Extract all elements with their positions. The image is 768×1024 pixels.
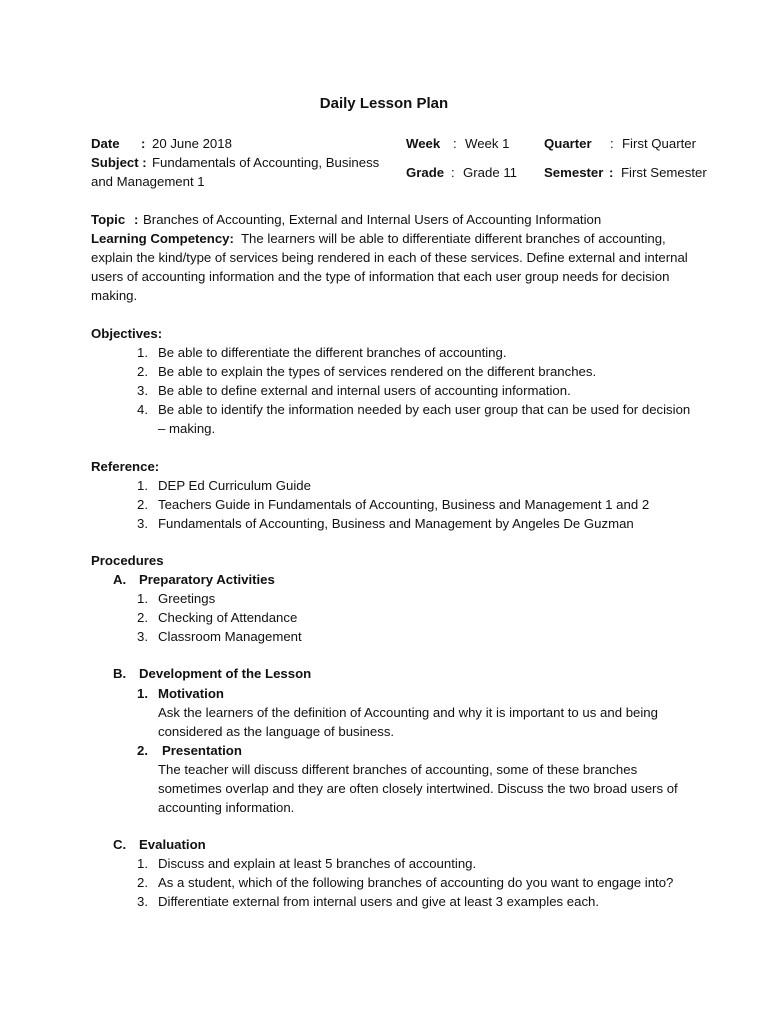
quarter-colon: : bbox=[610, 136, 614, 151]
procedures-heading: Procedures bbox=[91, 553, 164, 568]
grade-colon: : bbox=[451, 165, 455, 180]
reference-number: 3. bbox=[137, 516, 148, 531]
presentation-title: Presentation bbox=[162, 743, 242, 758]
activity-item: Greetings bbox=[158, 591, 216, 606]
section-b-title: Development of the Lesson bbox=[139, 666, 312, 681]
section-c-title: Evaluation bbox=[139, 837, 206, 852]
subject-value-line2: and Management 1 bbox=[91, 174, 205, 189]
semester-colon: : bbox=[609, 165, 614, 180]
objective-item-line1: Be able to identify the information needed by each user group that can be used for decision bbox=[158, 402, 691, 417]
evaluation-item: As a student, which of the following branches of accounting do you want to engage into? bbox=[158, 875, 674, 890]
motivation-number: 1. bbox=[137, 686, 148, 701]
objectives-heading: Objectives: bbox=[91, 326, 163, 341]
activity-number: 2. bbox=[137, 610, 148, 625]
activity-number: 1. bbox=[137, 591, 148, 606]
reference-heading: Reference: bbox=[91, 459, 160, 474]
grade-value: Grade 11 bbox=[463, 165, 518, 180]
competency-line1: The learners will be able to differentiate different branches of accounting, bbox=[241, 231, 666, 246]
reference-item: DEP Ed Curriculum Guide bbox=[158, 478, 311, 493]
week-label: Week bbox=[406, 136, 441, 151]
evaluation-item: Discuss and explain at least 5 branches of accounting. bbox=[158, 856, 477, 871]
evaluation-number: 1. bbox=[137, 856, 148, 871]
presentation-line2: sometimes overlap and they are often closely intertwined. Discuss the two broad users of bbox=[158, 781, 678, 796]
competency-line3: users of accounting information and the type of information that each user group needs for decision bbox=[91, 269, 670, 284]
competency-line4: making. bbox=[91, 288, 138, 303]
subject-label: Subject : bbox=[91, 155, 147, 170]
grade-label: Grade bbox=[406, 165, 445, 180]
objective-item-line2: – making. bbox=[158, 421, 216, 436]
reference-item: Fundamentals of Accounting, Business and Management by Angeles De Guzman bbox=[158, 516, 634, 531]
objective-item: Be able to differentiate the different branches of accounting. bbox=[158, 345, 507, 360]
reference-number: 2. bbox=[137, 497, 148, 512]
semester-value: First Semester bbox=[621, 165, 707, 180]
objective-number: 4. bbox=[137, 402, 148, 417]
quarter-label: Quarter bbox=[544, 136, 592, 151]
objective-number: 1. bbox=[137, 345, 148, 360]
motivation-line2: considered as the language of business. bbox=[158, 724, 395, 739]
evaluation-item: Differentiate external from internal users and give at least 3 examples each. bbox=[158, 894, 600, 909]
evaluation-number: 3. bbox=[137, 894, 148, 909]
semester-label: Semester bbox=[544, 165, 604, 180]
presentation-line1: The teacher will discuss different branches of accounting, some of these branches bbox=[158, 762, 638, 777]
date-colon: : bbox=[141, 136, 146, 151]
activity-number: 3. bbox=[137, 629, 148, 644]
activity-item: Classroom Management bbox=[158, 629, 302, 644]
competency-line2: explain the kind/type of services being rendered in each of these services. Define external and internal bbox=[91, 250, 688, 265]
objective-number: 3. bbox=[137, 383, 148, 398]
topic-colon: : bbox=[134, 212, 139, 227]
document-title: Daily Lesson Plan bbox=[319, 95, 449, 112]
section-a-title: Preparatory Activities bbox=[139, 572, 275, 587]
motivation-title: Motivation bbox=[158, 686, 224, 701]
reference-item: Teachers Guide in Fundamentals of Accounting, Business and Management 1 and 2 bbox=[158, 497, 650, 512]
week-value: Week 1 bbox=[465, 136, 510, 151]
evaluation-number: 2. bbox=[137, 875, 148, 890]
date-label: Date bbox=[91, 136, 120, 151]
objective-item: Be able to define external and internal users of accounting information. bbox=[158, 383, 571, 398]
objective-number: 2. bbox=[137, 364, 148, 379]
presentation-number: 2. bbox=[137, 743, 148, 758]
section-c-letter: C. bbox=[113, 837, 127, 852]
subject-value-line1: Fundamentals of Accounting, Business bbox=[152, 155, 380, 170]
topic-value: Branches of Accounting, External and Internal Users of Accounting Information bbox=[143, 212, 602, 227]
date-value: 20 June 2018 bbox=[152, 136, 232, 151]
presentation-line3: accounting information. bbox=[158, 800, 295, 815]
quarter-value: First Quarter bbox=[622, 136, 697, 151]
reference-number: 1. bbox=[137, 478, 148, 493]
week-colon: : bbox=[453, 136, 457, 151]
objective-item: Be able to explain the types of services rendered on the different branches. bbox=[158, 364, 597, 379]
section-a-letter: A. bbox=[113, 572, 127, 587]
competency-label: Learning Competency: bbox=[91, 231, 234, 246]
motivation-line1: Ask the learners of the definition of Accounting and why it is important to us and being bbox=[158, 705, 658, 720]
topic-label: Topic bbox=[91, 212, 126, 227]
activity-item: Checking of Attendance bbox=[158, 610, 298, 625]
section-b-letter: B. bbox=[113, 666, 127, 681]
